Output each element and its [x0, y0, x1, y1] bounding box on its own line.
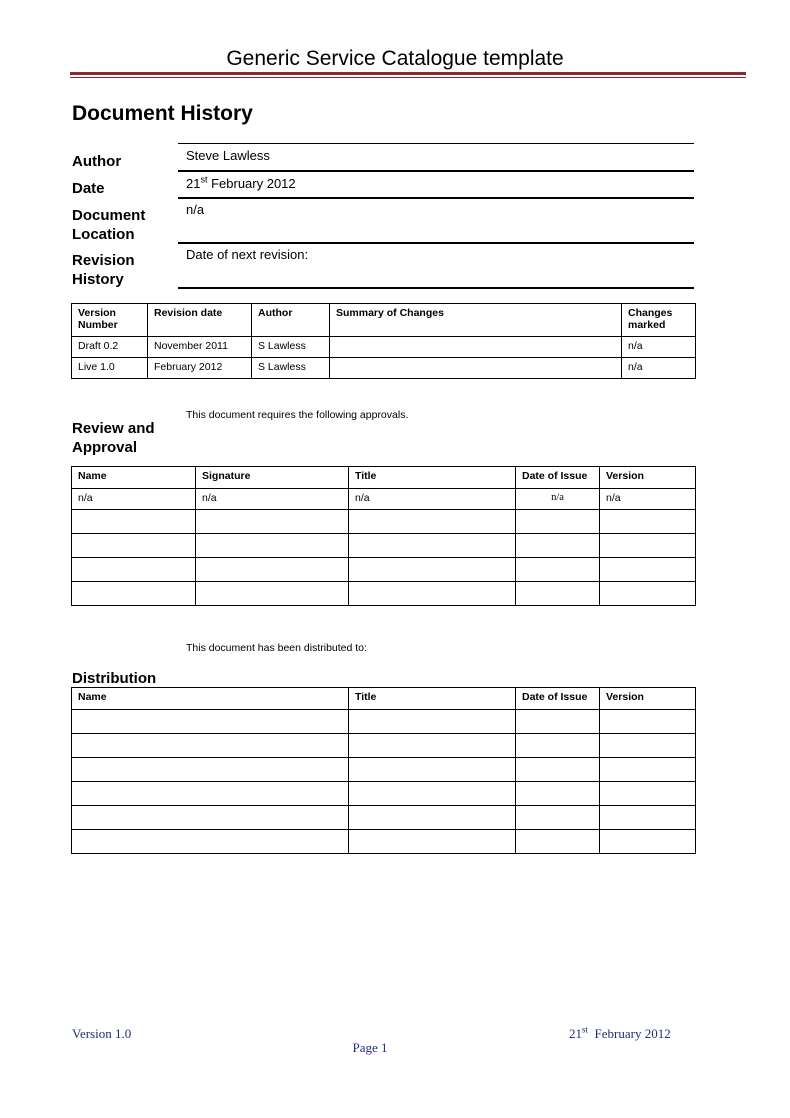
table-row — [72, 489, 696, 510]
footer-version: Version 1.0 — [72, 1026, 132, 1041]
table-cell — [72, 582, 196, 606]
table-cell — [349, 710, 516, 734]
approval-table — [71, 466, 696, 606]
table-cell: n/a — [600, 489, 696, 510]
table-cell — [72, 558, 196, 582]
distribution-table — [71, 687, 696, 854]
footer-date-suffix: st — [582, 1024, 589, 1035]
table-cell: Live 1.0 — [72, 358, 148, 379]
table-row — [72, 558, 696, 582]
divider — [178, 242, 694, 244]
table-cell — [516, 758, 600, 782]
table-cell: n/a — [72, 489, 196, 510]
header-name: Name — [72, 688, 349, 710]
table-row — [72, 510, 696, 534]
table-cell — [330, 337, 622, 358]
label-line: Location — [72, 226, 135, 243]
table-cell — [600, 534, 696, 558]
table-cell — [196, 558, 349, 582]
table-cell — [516, 734, 600, 758]
table-cell — [349, 534, 516, 558]
header-revision-date: Revision date — [148, 304, 252, 337]
header-summary: Summary of Changes — [330, 304, 622, 337]
label-line: History — [72, 271, 124, 288]
table-row — [72, 806, 696, 830]
header-name: Name — [72, 467, 196, 489]
header-title: Title — [349, 467, 516, 489]
label-line: Document — [72, 207, 146, 224]
revision-history-label — [72, 251, 135, 289]
table-cell — [600, 758, 696, 782]
label-line: Review and — [72, 420, 155, 437]
header-signature: Signature — [196, 467, 349, 489]
table-cell: n/a — [196, 489, 349, 510]
table-cell: February 2012 — [148, 358, 252, 379]
table-cell — [72, 758, 349, 782]
table-cell: S Lawless — [252, 358, 330, 379]
table-cell: n/a — [516, 489, 600, 510]
table-cell — [196, 582, 349, 606]
page-title: Generic Service Catalogue template — [226, 47, 564, 70]
date-suffix: st — [200, 174, 208, 185]
table-cell: November 2011 — [148, 337, 252, 358]
table-row — [72, 758, 696, 782]
table-cell — [516, 806, 600, 830]
table-cell — [349, 782, 516, 806]
header-changes-marked: Changes marked — [622, 304, 696, 337]
footer-date-day: 21 — [569, 1026, 582, 1041]
table-cell — [349, 806, 516, 830]
table-cell — [516, 558, 600, 582]
table-cell — [72, 534, 196, 558]
table-header-row — [72, 304, 696, 337]
date-value — [186, 176, 296, 191]
table-cell — [600, 582, 696, 606]
table-cell — [349, 734, 516, 758]
table-cell — [600, 782, 696, 806]
table-cell: n/a — [622, 358, 696, 379]
table-row — [72, 337, 696, 358]
author-label: Author — [72, 153, 122, 170]
table-header-row — [72, 467, 696, 489]
table-row — [72, 582, 696, 606]
date-day: 21 — [186, 176, 201, 191]
review-approval-label — [72, 419, 155, 457]
header-version-number: Version Number — [72, 304, 148, 337]
revision-table — [71, 303, 696, 379]
divider — [178, 170, 694, 172]
date-rest: February 2012 — [207, 176, 296, 191]
header-rule-thin — [70, 77, 746, 78]
table-cell — [72, 782, 349, 806]
table-cell — [600, 558, 696, 582]
table-row — [72, 734, 696, 758]
table-cell — [600, 710, 696, 734]
divider — [178, 197, 694, 199]
header-rule — [70, 72, 746, 75]
footer-date-rest: February 2012 — [588, 1026, 671, 1041]
table-cell — [600, 734, 696, 758]
date-label: Date — [72, 180, 105, 197]
table-cell — [600, 510, 696, 534]
table-cell — [72, 830, 349, 854]
distribution-label: Distribution — [72, 670, 157, 687]
table-cell — [196, 510, 349, 534]
document-location-value: n/a — [186, 202, 205, 217]
footer-page-number: Page 1 — [352, 1040, 388, 1055]
table-header-row — [72, 688, 696, 710]
table-cell — [600, 830, 696, 854]
header-date-of-issue: Date of Issue — [516, 688, 600, 710]
table-cell — [349, 830, 516, 854]
table-row — [72, 358, 696, 379]
table-cell — [516, 582, 600, 606]
table-row — [72, 830, 696, 854]
header-version: Version — [600, 467, 696, 489]
divider — [178, 143, 694, 144]
label-line: Revision — [72, 252, 135, 269]
header-date-of-issue: Date of Issue — [516, 467, 600, 489]
table-row — [72, 710, 696, 734]
distribution-note: This document has been distributed to: — [186, 642, 367, 654]
table-cell — [72, 510, 196, 534]
divider — [178, 287, 694, 289]
label-line: Approval — [72, 439, 138, 456]
table-cell — [72, 734, 349, 758]
table-cell — [516, 782, 600, 806]
table-cell: S Lawless — [252, 337, 330, 358]
document-location-label — [72, 206, 145, 244]
table-cell: Draft 0.2 — [72, 337, 148, 358]
document-history-heading: Document History — [72, 102, 253, 125]
table-cell — [516, 710, 600, 734]
header-author: Author — [252, 304, 330, 337]
table-cell — [516, 830, 600, 854]
table-cell — [72, 710, 349, 734]
author-value: Steve Lawless — [186, 148, 270, 163]
table-cell — [196, 534, 349, 558]
table-cell — [516, 510, 600, 534]
table-cell — [349, 558, 516, 582]
approvals-note: This document requires the following approvals. — [186, 409, 409, 421]
table-row — [72, 534, 696, 558]
table-cell: n/a — [622, 337, 696, 358]
table-cell: n/a — [349, 489, 516, 510]
table-cell — [516, 534, 600, 558]
header-version: Version — [600, 688, 696, 710]
table-row — [72, 782, 696, 806]
table-cell — [349, 510, 516, 534]
header-title: Title — [349, 688, 516, 710]
table-cell — [600, 806, 696, 830]
table-cell — [349, 758, 516, 782]
next-revision-value: Date of next revision: — [186, 247, 309, 262]
table-cell — [72, 806, 349, 830]
table-cell — [349, 582, 516, 606]
table-cell — [330, 358, 622, 379]
